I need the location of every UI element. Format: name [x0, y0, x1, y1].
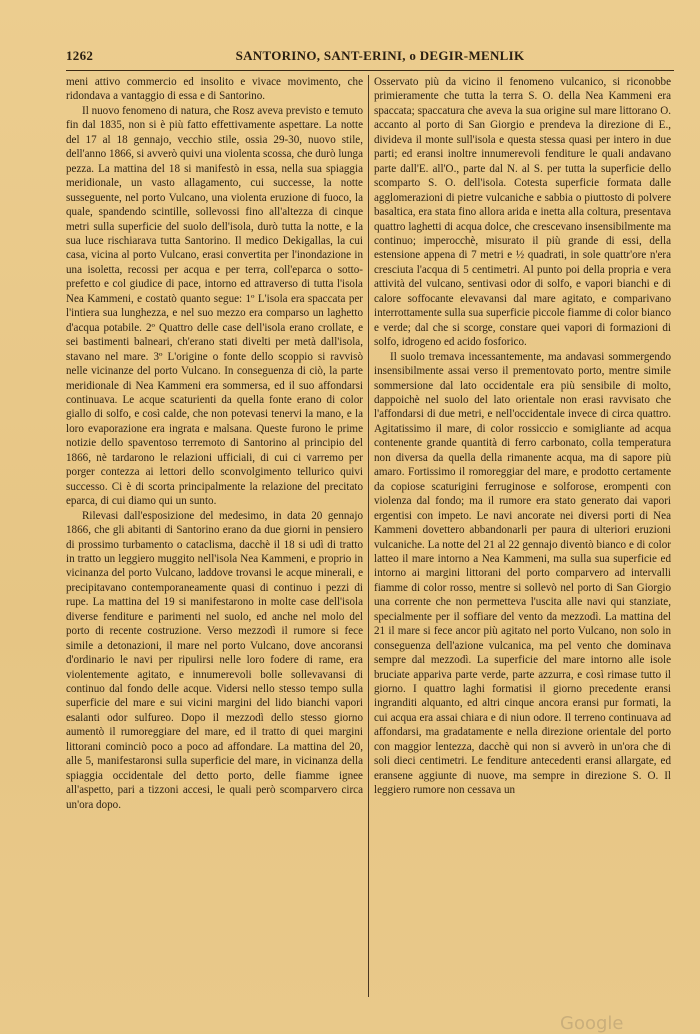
- paragraph: Rilevasi dall'esposizione del medesimo, in data 20 gennajo 1866, che gli abitanti di Santorino erano da due giorni in pensiero di prossimo turbamento o cataclisma, dacchè il 18 si udì di tratto in tratto un leggiero muggito nell'isola Nea Kammeni, e proprio in vicinanza del porto Vulcano, laddove trovansi le acque minerali, e precipitavano contemporaneamente quasi di continuo i pezzi di rupe. La mattina del 19 si manifestarono in molte case dell'isola diverse fenditure e parimenti nel suolo, ed anche nel molo del porto di recente costruzione. Verso mezzodì il rumore si fece simile a detonazioni, il mare nel porto Vulcano, dove ancoransi d'ordinario le navi per ripulirsi nelle loro fodere di rame, era violentemente agitato, e innumerevoli bolle sollevavansi di continuo dal fondo delle acque. Vidersi nello stesso tempo sulla superficie del mare e sui vicini margini del lido bianchi vapori esalanti odor sulfureo. Dopo il mezzodì dello stesso giorno aumentò il rumoreggiare del mare, ed il tratto di quei margini littorani cominciò poco a poco ad affondare. La mattina del 20, alle 5, manifestaronsi sulla superficie del mare, in vicinanza della spiaggia occidentale del detto porto, delle fiamme ignee all'aspetto, pari a tizzoni accesi, le quali però scomparvero circa un'ora dopo.: [66, 509, 363, 811]
- running-header: [66, 46, 674, 68]
- paragraph: Il suolo tremava incessantemente, ma andavasi sommergendo insensibilmente assai verso il prementovato porto, mentre simile sommersione dal lato occidentale era più sensibile di molto, dappoichè nel suolo del lato orientale non erasi ravvisato che l'affondarsi di due metri, e nell'occidentale invece di circa quattro. Agitatissimo il mare, di color rossiccio e somigliante ad acqua contenente grande quantità di ferro carbonato, colla temperatura non diversa da quella della rimanente acqua, ma di sapore più amaro. Fortissimo il romoreggiar del mare, e prodotto certamente da copiose scaturigini ferruginose e solforose, erompenti con violenza dal fondo; ma il rumore era stato generato dai vapori ergentisi con impeto. Le navi ancorate nei diversi porti di Nea Kammeni dovettero abbandonarli per paura di ulteriori eruzioni vulcaniche. La notte del 21 al 22 gennajo diventò bianco e di color latteo il mare intorno a Nea Kammeni, ma sulla sua superficie ed intorno ai margini littorani del porto comparvero ad intervalli fiamme di color rosso, mentre si sollevò nel porto di San Giorgio una corrente che non permetteva l'uscita alle navi qui stanziate, specialmente per il soffiare del vento da mezzodì. La mattina del 21 il mare si fece ancor più agitato nel porto Vulcano, non solo in conseguenza dell'azione vulcanica, ma pel vento che dominava sempre dal mezzodì. La superficie del mare intorno alle isole bruciate appariva parte verde, parte azzurra, e così rimase tutto il giorno. I quattro laghi formatisi il giorno precedente eransi ingranditi alquanto, ed altri cinque ancora eransi pur formati, la cui acqua era assai chiara e di niun odore. Il terreno continuava ad affondarsi, ma gradatamente e nella direzione orientale del porto con maggior lentezza, dacchè qui non si avverò in un'ora che di soli dieci centimetri. Le fenditure antecedenti eransi allargate, ed eransene aggiunte di nuove, ma sempre in direzione S. O. Il leggiero rumore non cessava un: [374, 350, 671, 797]
- paragraph: Il nuovo fenomeno di natura, che Rosz aveva previsto e temuto fin dal 1835, non si è più fatto effettivamente aspettare. La notte del 17 al 18 gennajo, vecchio stile, ossia 29-30, nuovo stile, dell'anno 1866, si avverò quivi una violenta scossa, che durò lunga pezza. La mattina del 18 si manifestò in essa, nella sua spiaggia meridionale, un vasto allagamento, cui successe, la notte susseguente, nel porto Vulcano, una violenta eruzione di fuoco, la quale, spandendo scintille, sollevossi fino all'altezza di cinque metri sulla superficie del suolo dell'isola, durò tutta la notte, e la sua luce rischiarava tutta Santorino. Il medico Dekigallas, la cui casa, vicina al porto Vulcano, erasi convertita per l'inondazione in una isoletta, recossi per acqua e per terra, coll'eparca o sotto-prefetto e col giudice di pace, intorno ed attraverso di tutta l'isola Nea Kammeni, e costatò quanto segue: 1º L'isola era spaccata per l'intiera sua lunghezza, e nel suo mezzo era comparso un laghetto d'acqua potabile. 2º Quattro delle case dell'isola erano crollate, e sei bastimenti balneari, ch'erano stati divelti per metà dall'isola, stavano nel mare. 3º L'origine o fonte dello scoppio si ravvisò nelle vicinanze del porto Vulcano. In conseguenza di ciò, la parte meridionale di Nea Kammeni era sommersa, ed il suo affondarsi continuava. Le acque scaturienti da quella fonte erano di color giallo di solfo, e così calde, che non potevasi tenervi la mano, e la loro evaporazione era ingrata e malsana. Queste furono le prime notizie dello spaventoso terremoto di Santorino al principio del 1866, nè tardarono le relazioni ufficiali, di cui ci varremo per porger contezza ai lettori dello sconvolgimento tellurico quivi successo. Ci è di scorta principalmente la relazione del precitato eparca, di cui diamo qui un sunto.: [66, 104, 363, 508]
- running-title: SANTORINO, SANT-ERINI, o DEGIR-MENLIK: [235, 48, 525, 63]
- column-divider: [368, 75, 369, 997]
- watermark: Google: [560, 1013, 624, 1034]
- page-number: 1262: [66, 48, 94, 63]
- paragraph: meni attivo commercio ed insolito e vivace movimento, che ridondava a vantaggio di essa e di Santorino.: [66, 76, 363, 103]
- header-rule: [66, 70, 674, 71]
- paragraph: Osservato più da vicino il fenomeno vulcanico, si riconobbe primieramente che tutta la terra S. O. della Nea Kammeni era spaccata; spaccatura che aveva la sua origine sul mare littorano O. accanto al porto di San Giorgio e prendeva la direzione di E., divideva il monte sull'isola e questa stessa quasi per intero in due parti; ed eransi inoltre innumerevoli fenditure le quali andavano parte dall'E. all'O., parte dal N. al S. per tutta la superficie dello scomparto S. O. dell'isola. Cotesta superficie formata dalle agglomerazioni di pietre vulcaniche e sabbia o piuttosto di polvere basaltica, era stata fino allora arida e inetta alla coltura, presentava quattro laghetti di acqua dolce, che crescevano insensibilmente ma continuo; imperocchè, misurato il più grande di essi, della estensione appena di 7 metri e ½ quadrati, in sole quattr'ore n'era cresciuta l'acqua di 5 centimetri. Al punto poi della propria e vera attività del vulcano, sentivasi odor di solfo, e vapori bianchi e di calore soffocante elevavansi dal mare agitato, e comparivano interrottamente sulla sua superficie piccole fiamme di color bianco e verde; dal che si scorge, constare quei vapori di formazioni di solfo, idrogeno ed acido fosforico.: [374, 76, 671, 349]
- right-column: [374, 75, 671, 1000]
- left-column: [66, 75, 363, 1000]
